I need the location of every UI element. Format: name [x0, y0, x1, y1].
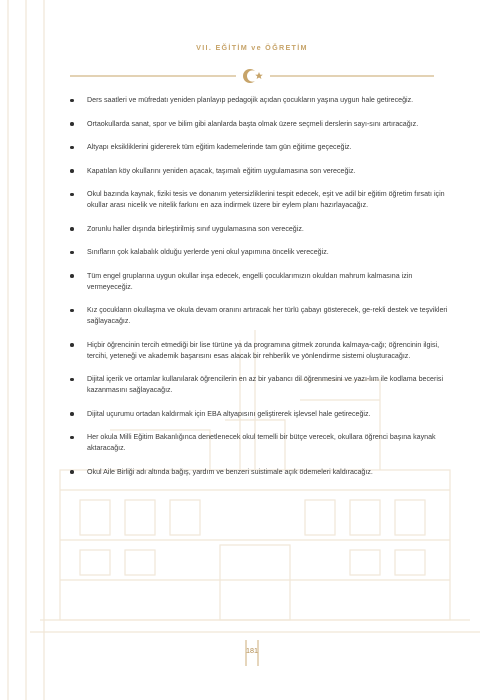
- list-item-text: Tüm engel gruplarına uygun okullar inşa edecek, engelli çocuklarımızın okuldan mahrum kalmasına izin vermeyeceğiz.: [87, 271, 413, 291]
- list-item-text: Dijital uçurumu ortadan kaldırmak için EBA altyapısını geliştirerek işlevsel hale getireceğiz.: [87, 409, 371, 418]
- bullet-dot-icon: [70, 436, 74, 440]
- list-item-text: Okul Aile Birliği adı altında bağış, yardım ve benzeri suistimale açık ödemeleri kaldıracağız.: [87, 467, 373, 476]
- list-item: [70, 374, 448, 396]
- list-item-text: Zorunlu haller dışında birleştirilmiş sınıf uygulamasına son vereceğiz.: [87, 224, 304, 233]
- list-item-text: Hiçbir öğrencinin tercih etmediği bir lise türüne ya da programına gitmek zorunda kalmaya-cağı; öğrencinin ilgisi, tercihi, yeteneği ve akademik başarısını esas alacak bir rehberlik ve yönlendirme sistemi oluşturacağız.: [87, 340, 440, 360]
- bullet-dot-icon: [70, 146, 74, 150]
- list-item: [70, 119, 448, 130]
- list-item: [70, 432, 448, 454]
- list-item-text: Okul bazında kaynak, fiziki tesis ve donanım yetersizliklerini tespit edecek, eşit ve adil bir eğitim öğretim fırsatı için okullar arası nicelik ve nitelik farkını en aza indirmek üzere bir eylem planı hazırlayacağız.: [87, 190, 445, 209]
- bullet-dot-icon: [70, 412, 74, 416]
- list-item: [70, 247, 448, 258]
- list-item-text: Ders saatleri ve müfredatı yeniden planlayıp pedagojik açıdan çocukların yaşına uygun hale getireceğiz.: [87, 96, 414, 104]
- bullet-dot-icon: [70, 169, 74, 173]
- page-number: 181: [246, 646, 258, 655]
- section-title: VII. EĞİTİM ve ÖĞRETİM: [196, 43, 308, 52]
- crescent-star-icon: [243, 69, 263, 83]
- list-item-text: Her okula Milli Eğitim Bakanlığınca denetlenecek okul temelli bir bütçe verecek, okullara öğrenci başına kaynak aktaracağız.: [87, 433, 436, 452]
- list-item: [70, 340, 448, 362]
- list-item-text: Ortaokullarda sanat, spor ve bilim gibi alanlarda başta olmak üzere seçmeli derslerin sayı-sını artıracağız.: [87, 119, 419, 128]
- bullet-dot-icon: [70, 251, 74, 255]
- list-item: [70, 166, 448, 177]
- list-item: [70, 409, 448, 420]
- list-item: [70, 467, 448, 478]
- list-item-text: Kız çocukların okullaşma ve okula devam oranını artıracak her türlü çabayı gösterecek, ge-rekli destek ve teşvikleri sağlayacağız.: [87, 306, 448, 325]
- list-item: [70, 305, 448, 327]
- list-item: [70, 189, 448, 211]
- list-item: [70, 95, 448, 106]
- bullet-dot-icon: [70, 99, 74, 103]
- list-item: [70, 142, 448, 153]
- policy-bullet-list: [70, 95, 448, 478]
- list-item-text: Dijital içerik ve ortamlar kullanılarak öğrencilerin en az bir yabancı dil öğrenmesini ve yazı-lım ile kodlama becerisi kazanmasını sağlayacağız.: [87, 375, 444, 394]
- bullet-dot-icon: [70, 227, 74, 231]
- list-item: [70, 224, 448, 235]
- list-item-text: Sınıfların çok kalabalık olduğu yerlerde yeni okul yapımına öncelik vereceğiz.: [87, 248, 329, 256]
- bullet-list-container: [70, 95, 448, 490]
- bullet-dot-icon: [70, 378, 74, 382]
- list-item: [70, 271, 448, 293]
- header-divider: [0, 62, 504, 92]
- bullet-dot-icon: [70, 274, 74, 278]
- bullet-dot-icon: [70, 193, 74, 197]
- list-item-text: Altyapı eksikliklerini gidererek tüm eğitim kademelerinde tam gün eğitime geçeceğiz.: [87, 143, 352, 151]
- bullet-dot-icon: [70, 309, 74, 313]
- bullet-dot-icon: [70, 122, 74, 126]
- list-item-text: Kapatılan köy okullarını yeniden açacak, taşımalı eğitim uygulamasına son vereceğiz.: [87, 166, 356, 175]
- bullet-dot-icon: [70, 470, 74, 474]
- bullet-dot-icon: [70, 343, 74, 347]
